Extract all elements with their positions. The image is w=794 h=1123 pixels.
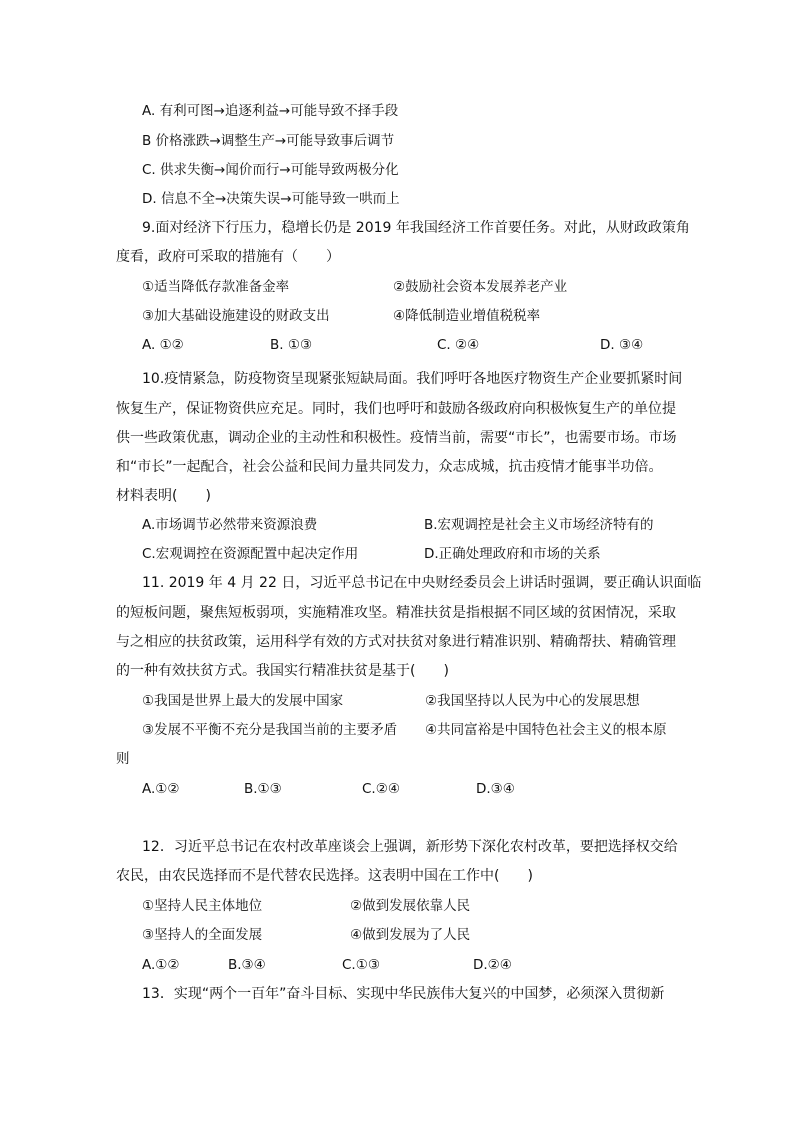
q11-statement-1: ①我国是世界上最大的发展中国家	[142, 693, 344, 709]
q11-stem-line-2: 的短板问题，聚焦短板弱项，实施精准攻坚。精准扶贫是指根据不同区域的贫困情况，采取	[116, 605, 676, 621]
q12-statement-2: ②做到发展依靠人民	[350, 898, 471, 914]
q9-statement-4: ④降低制造业增值税税率	[393, 308, 541, 324]
q11-choice-a: A.①②	[142, 781, 180, 797]
q12-statement-1: ①坚持人民主体地位	[142, 898, 263, 914]
q11-statement-3: ③发展不平衡不充分是我国当前的主要矛盾	[142, 722, 398, 738]
q11-choice-c: C.②④	[362, 781, 400, 797]
q11-stem-line-3: 与之相应的扶贫政策，运用科学有效的方式对扶贫对象进行精准识别、精确帮扶、精确管理	[116, 634, 676, 650]
q11-choice-b: B.①③	[244, 781, 282, 797]
q8-option-b: B 价格涨跌→调整生产→可能导致事后调节	[142, 133, 395, 149]
q10-stem-line-1: 10.疫情紧急，防疫物资呈现紧张短缺局面。我们呼吁各地医疗物资生产企业要抓紧时间	[142, 371, 683, 387]
q12-choice-a: A.①②	[142, 957, 180, 973]
q10-choice-b: B.宏观调控是社会主义市场经济特有的	[424, 517, 654, 533]
q9-choice-a: A. ①②	[142, 337, 184, 353]
q10-stem-line-5: 材料表明( )	[116, 488, 211, 504]
q12-stem-line-1: 12．习近平总书记在农村改革座谈会上强调，新形势下深化农村改革，要把选择权交给	[142, 839, 678, 855]
q13-stem-line-1: 13．实现“两个一百年”奋斗目标、实现中华民族伟大复兴的中国梦，必须深入贯彻新	[142, 986, 665, 1002]
q11-stem-line-1: 11. 2019 年 4 月 22 日，习近平总书记在中央财经委员会上讲话时强调，要正确认识面临	[142, 575, 702, 591]
q10-stem-line-4: 和“市长”一起配合，社会公益和民间力量共同发力，众志成城，抗击疫情才能事半功倍。	[116, 459, 663, 475]
q9-stem-line-2: 度看，政府可采取的措施有（ ）	[116, 249, 340, 265]
q12-stem-line-2: 农民，由农民选择而不是代替农民选择。这表明中国在工作中( )	[116, 868, 533, 884]
q9-choice-c: C. ②④	[437, 337, 480, 353]
q11-statement-4: ④共同富裕是中国特色社会主义的根本原	[425, 722, 667, 738]
q12-choice-d: D.②④	[473, 957, 512, 973]
q9-stem-line-1: 9.面对经济下行压力，稳增长仍是 2019 年我国经济工作首要任务。对此，从财政政策角	[142, 220, 690, 236]
q9-choice-b: B. ①③	[270, 337, 313, 353]
q11-stem-line-4: 的一种有效扶贫方式。我国实行精准扶贫是基于( )	[116, 663, 449, 679]
q9-statement-3: ③加大基础设施建设的财政支出	[142, 308, 330, 324]
q12-choice-c: C.①③	[342, 957, 380, 973]
q12-choice-b: B.③④	[228, 957, 266, 973]
q12-statement-3: ③坚持人的全面发展	[142, 927, 263, 943]
q10-choice-c: C.宏观调控在资源配置中起决定作用	[142, 546, 359, 562]
q11-statement-2: ②我国坚持以人民为中心的发展思想	[425, 693, 640, 709]
q10-stem-line-3: 供一些政策优惠，调动企业的主动性和积极性。疫情当前，需要“市长”，也需要市场。市场	[116, 430, 677, 446]
q9-statement-2: ②鼓励社会资本发展养老产业	[393, 279, 568, 295]
q10-choice-d: D.正确处理政府和市场的关系	[424, 546, 601, 562]
q10-stem-line-2: 恢复生产，保证物资供应充足。同时，我们也呼吁和鼓励各级政府向积极恢复生产的单位提	[116, 401, 676, 417]
q9-statement-1: ①适当降低存款准备金率	[142, 279, 290, 295]
q8-option-c: C. 供求失衡→闻价而行→可能导致两极分化	[142, 162, 399, 178]
q9-choice-d: D. ③④	[600, 337, 644, 353]
q12-statement-4: ④做到发展为了人民	[350, 927, 471, 943]
q11-choice-d: D.③④	[476, 781, 515, 797]
q8-option-a: A. 有利可图→追逐利益→可能导致不择手段	[142, 103, 399, 119]
q10-choice-a: A.市场调节必然带来资源浪费	[142, 517, 318, 533]
q8-option-d: D. 信息不全→决策失误→可能导致一哄而上	[142, 191, 400, 207]
q11-statement-4-continued: 则	[116, 751, 130, 767]
